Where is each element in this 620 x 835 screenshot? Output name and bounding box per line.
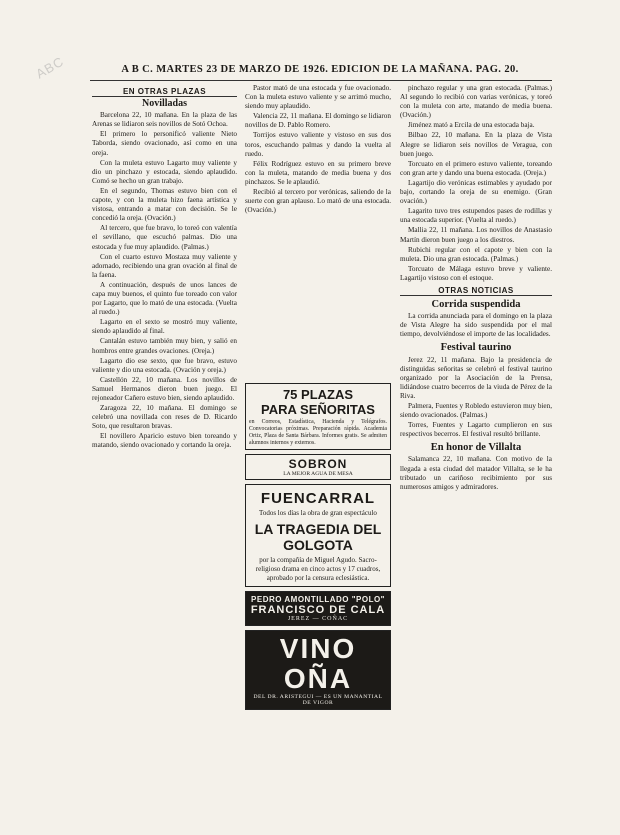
watermark: ABC [33, 53, 67, 82]
paragraph: En el segundo, Thomas estuvo bien con el capote, y con la muleta hizo faena artística y vistosa, entrando a matar con decisión. Se le concedió la oreja. (Ovación.) [92, 186, 237, 223]
ad-title: 75 PLAZAS [282, 387, 354, 402]
ad-text: por la compañía de Miguel Agudo. Sacro-religioso drama en cinco actos y 17 cuadros, aprobado por la censura eclesiástica. [255, 556, 381, 582]
ad-title: SOBRON [288, 457, 348, 471]
paragraph: Torrijos estuvo valiente y vistoso en sus dos toros, escuchando palmas y dando la vuelta al ruedo. [245, 131, 391, 158]
headline-honor-villalta: En honor de Villalta [430, 442, 522, 454]
ad-text: en Correos, Estadística, Hacienda y Telégrafos. Convocatorias próximas. Preparación rápida. Academia Ortiz, Plaza de Santa Bárbara. Informes gratis. Se admiten alumnos internos y externos. [249, 419, 387, 446]
paragraph: pinchazo regular y una gran estocada. (Palmas.) Al segundo lo recibió con varias verónicas, y toreó con la muleta con arte, matando de media buena. (Ovación.) [400, 84, 552, 120]
paragraph: Lagartijo dio verónicas estimables y ayudado por bajo, cortando la oreja de su enemigo. (Gran ovación.) [400, 178, 552, 206]
headline-festival-taurino: Festival taurino [440, 342, 512, 354]
subheading-novilladas: Novilladas [141, 98, 187, 110]
ad-text: PEDRO AMONTILLADO "POLO" [251, 595, 385, 604]
paragraph: Recibió al tercero por verónicas, saliendo de la suerte con gran aplauso. Lo mató de una estocada. (Ovación.) [245, 188, 391, 215]
paragraph: Mallia 22, 11 mañana. Los novillos de Anastasio Martín dieron buen juego a los diestros. [400, 226, 552, 244]
ad-fuencarral [245, 484, 391, 587]
headline-corrida-suspendida: Corrida suspendida [431, 299, 521, 311]
paragraph: Lagarto dio ese sexto, que fue bravo, estuvo valiente y dio una estocada. (Ovación y oreja.) [92, 356, 237, 374]
paragraph: El novillero Aparicio estuvo bien toreando y matando, siendo ovacionado y cortando la oreja. [92, 432, 237, 450]
column-3 [400, 84, 552, 824]
ad-text: DEL DR. ARISTEGUI — ES UN MANANTIAL DE VIGOR [253, 694, 383, 706]
paragraph: El primero lo personificó valiente Nieto Taborda, siendo ovacionado, así como en una oreja. [92, 130, 237, 157]
ad-sobron [245, 454, 391, 480]
ad-plazas-senoritas [245, 383, 391, 450]
ad-text: LA MEJOR AGUA DE MESA [283, 471, 353, 477]
paragraph: Bilbao 22, 10 mañana. En la plaza de Vista Alegre se lidiaron seis novillos de Veragua, con buen juego. [400, 131, 552, 158]
ad-title: FRANCISCO DE CALA [250, 604, 386, 616]
paragraph: Palmera, Fuentes y Robledo estuvieron muy bien, siendo ovacionados. (Palmas.) [400, 402, 552, 420]
paragraph: Castellón 22, 10 mañana. Los novillos de Samuel Hermanos dieron buen juego. El rejoneador Cañero estuvo bien, siendo aplaudido. [92, 375, 237, 402]
paragraph: Jerez 22, 11 mañana. Bajo la presidencia de distinguidas señoritas se celebró el festival taurino organizado por la Asociación de la Prensa, lidiándose cuatro becerros de la viuda de Pérez de la Riva. [400, 355, 552, 400]
paragraph: Al tercero, que fue bravo, lo toreó con valentía el sevillano, que escuchó palmas. Dio una estocada y fue muy aplaudido. (Palmas.) [92, 224, 237, 251]
paragraph: Lagarto en el sexto se mostró muy valiente, siendo aplaudido al final. [92, 318, 237, 336]
paragraph: Jiménez mató a Ercila de una estocada baja. [408, 121, 535, 130]
paragraph: Rubichi regular con el capote y bien con la muleta. Dio una gran estocada. (Palmas.) [400, 245, 552, 263]
page-header: A B C. MARTES 23 DE MARZO DE 1926. EDICION DE LA MAÑANA. PAG. 20. [121, 64, 519, 75]
paragraph: Barcelona 22, 10 mañana. En la plaza de las Arenas se lidiaron seis novillos de Sotó Ochoa. [92, 111, 237, 129]
paragraph: Con el cuarto estuvo Mostaza muy valiente y adornado, recibiendo una gran ovación al final de la faena. [92, 252, 237, 279]
ad-title: PARA SEÑORITAS [261, 402, 375, 417]
ad-vino-ona [245, 630, 391, 710]
paragraph: Félix Rodríguez estuvo en su primero breve con la muleta, matando de media buena y dos pinchazos. Se le aplaudió. [245, 159, 391, 186]
paragraph: Torcuato de Málaga estuvo breve y valiente. Lagartijo vistoso con el estoque. [400, 264, 552, 282]
paragraph: Valencia 22, 11 mañana. El domingo se lidiaron novillos de D. Pablo Romero. [245, 112, 391, 130]
paragraph: Lagarito tuvo tres estupendos pases de rodillas y una estocada superior. (Vuelta al ruedo.) [400, 207, 552, 225]
ad-play-title: LA TRAGEDIA DEL GOLGOTA [254, 521, 382, 553]
column-1 [92, 84, 237, 824]
ad-text: Todos los días la obra de gran espectáculo [259, 509, 377, 517]
header-rule [90, 80, 552, 81]
ad-title: VINO OÑA [279, 633, 357, 694]
paragraph: Torres, Fuentes y Lagarto cumplieron en sus respectivos becerros. El festival resultó brillante. [400, 421, 552, 439]
ad-title: FUENCARRAL [260, 490, 376, 507]
paragraph: Torcuato en el primero estuvo valiente, toreando con gran arte y dando una buena estocada. (Oreja.) [400, 159, 552, 177]
paragraph: La corrida anunciada para el domingo en la plaza de Vista Alegre ha sido suspendida por el mal tiempo, devolviéndose el importe de las localidades. [400, 312, 552, 339]
paragraph: Pastor mató de una estocada y fue ovacionado. Con la muleta estuvo valiente y se arrimó mucho, siendo muy aplaudido. [245, 84, 391, 111]
ad-francisco-de-cala [245, 591, 391, 626]
paragraph: Con la muleta estuvo Lagarto muy valiente y dio un pinchazo y estocada, siendo aplaudido. Comó se hecho un gran trabajo. [92, 158, 237, 185]
column-2 [245, 84, 391, 384]
section-title: OTRAS NOTICIAS [400, 286, 552, 296]
section-title: EN OTRAS PLAZAS [92, 87, 237, 97]
paragraph: Salamanca 22, 10 mañana. Con motivo de la llegada a esta ciudad del matador Villalta, se le ha tributado un cariñoso recibimiento por sus numerosos amigos y admiradores. [400, 455, 552, 491]
paragraph: Cantalán estuvo también muy bien, y salió en hombros entre grandes ovaciones. (Oreja.) [92, 337, 237, 355]
paragraph: A continuación, después de unos lances de capa muy buenos, el quinto fue toreado con valor por Lagarto, que lo mató de una estocada. (Vuelta al ruedo.) [92, 280, 237, 317]
advertisements [245, 383, 391, 714]
ad-text: JEREZ — COÑAC [287, 616, 349, 622]
paragraph: Zaragoza 22, 10 mañana. El domingo se celebró una novillada con reses de D. Ricardo Soto, que resultaron bravas. [92, 404, 237, 431]
